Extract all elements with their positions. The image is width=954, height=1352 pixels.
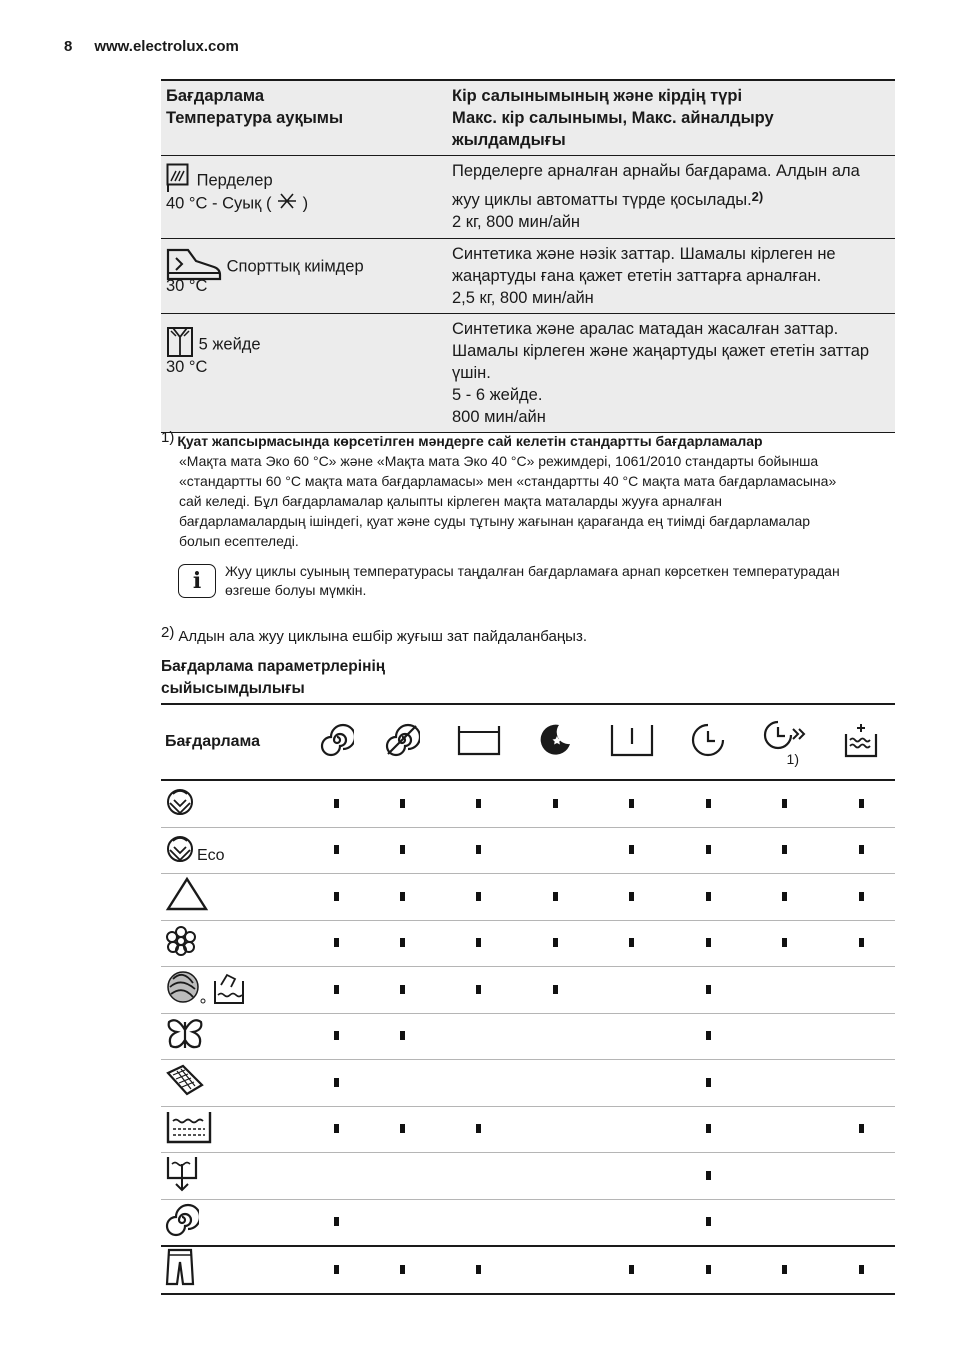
- option-available-mark: [400, 1265, 405, 1274]
- option-available-mark: [553, 985, 558, 994]
- program-table-header: [161, 80, 895, 156]
- option-available-mark: [706, 1078, 711, 1087]
- program-name: Перделер: [196, 171, 273, 190]
- program-load: 5 - 6 жейде.: [452, 386, 543, 404]
- option-available-mark: [706, 938, 711, 947]
- info-note: [178, 562, 898, 600]
- footnote-ref: 1): [786, 750, 799, 767]
- option-available-mark: [476, 1265, 481, 1274]
- option-available-mark: [334, 1031, 339, 1040]
- col-program-heading: Бағдарлама: [166, 87, 265, 105]
- option-available-mark: [782, 1265, 787, 1274]
- options-header-row: [161, 704, 895, 780]
- footnote-line: сай келеді. Бұл бағдарламалар қалыпты кірлеген мақта маталарды жууға арналған: [179, 493, 723, 509]
- time-save-icon: [675, 704, 742, 780]
- duvet-icon: [165, 1063, 205, 1102]
- options-row-denim: [161, 1246, 895, 1294]
- program-desc: Перделерге арналған арнайы бағдарама. Алдын ала: [452, 162, 860, 180]
- delicates-icon: [165, 925, 197, 962]
- option-available-mark: [334, 799, 339, 808]
- options-row-delicates: [161, 920, 895, 967]
- program-row-shirts: [161, 314, 895, 433]
- option-available-mark: [629, 938, 634, 947]
- program-temp: 40 °C - Суық (: [166, 194, 277, 213]
- info-note-line: өзгеше болуы мүмкін.: [225, 582, 367, 598]
- option-available-mark: [334, 985, 339, 994]
- footnote-line: «Мақта мата Эко 60 °C» және «Мақта мата Эко 40 °C» режимдері, 1061/2010 стандарты бойынша: [179, 453, 819, 469]
- option-available-mark: [476, 892, 481, 901]
- synthetics-icon: [165, 876, 209, 917]
- options-row-synthetics: [161, 874, 895, 921]
- no-spin-icon: [368, 704, 435, 780]
- option-available-mark: [629, 845, 634, 854]
- option-available-mark: [334, 1217, 339, 1226]
- option-available-mark: [334, 938, 339, 947]
- program-desc: жаңартуды ғана қажет ететін заттарға арналған.: [452, 267, 822, 285]
- footnote-line: «стандартты 60 °C мақта мата бағдарламасы» мен «стандартты 40 °C мақта мата бағдарламасына»: [179, 473, 837, 489]
- program-desc: Шамалы кірлеген және жаңартуды қажет ететін заттар: [452, 342, 870, 360]
- option-available-mark: [334, 1078, 339, 1087]
- options-row-cotton-eco: [161, 827, 895, 874]
- denim-icon: [165, 1248, 195, 1291]
- option-available-mark: [629, 1265, 634, 1274]
- options-row-cotton: [161, 780, 895, 827]
- options-row-spin: [161, 1199, 895, 1246]
- option-available-mark: [859, 845, 864, 854]
- info-icon: i: [178, 564, 216, 598]
- option-available-mark: [476, 845, 481, 854]
- option-available-mark: [553, 938, 558, 947]
- option-available-mark: [859, 1124, 864, 1133]
- option-available-mark: [400, 938, 405, 947]
- option-available-mark: [706, 799, 711, 808]
- option-available-mark: [706, 1217, 711, 1226]
- program-load: 2 кг, 800 мин/айн: [452, 213, 581, 231]
- footnote-mark: 2): [161, 624, 175, 641]
- program-column-heading: Бағдарлама: [165, 733, 261, 750]
- drain-icon: [165, 1154, 199, 1197]
- site-url[interactable]: www.electrolux.com: [94, 38, 239, 55]
- options-row-duvet: [161, 1060, 895, 1107]
- program-desc: Синтетика және нәзік заттар. Шамалы кірлеген не: [452, 245, 836, 263]
- options-row-silk: [161, 1013, 895, 1060]
- option-available-mark: [400, 892, 405, 901]
- delay-start-icon: [742, 704, 828, 780]
- program-desc: жуу циклы автоматты түрде қосылады.: [452, 191, 752, 209]
- program-temp: 30 °C: [166, 358, 208, 376]
- night-cycle-icon: [522, 704, 589, 780]
- eco-label: Eco: [197, 847, 225, 865]
- options-row-drain: [161, 1153, 895, 1200]
- program-name: Спорттық киімдер: [226, 257, 364, 276]
- option-available-mark: [400, 799, 405, 808]
- option-available-mark: [400, 985, 405, 994]
- option-available-mark: [553, 892, 558, 901]
- rinse-icon: [165, 1109, 213, 1150]
- option-available-mark: [334, 892, 339, 901]
- program-temp-suffix: ): [298, 194, 309, 213]
- footnote-text: Алдын ала жуу циклына ешбір жуғыш зат пайдаланбаңыз.: [178, 628, 587, 645]
- option-available-mark: [859, 799, 864, 808]
- footnote-ref: 2): [751, 189, 764, 204]
- rinse-hold-icon: [436, 704, 522, 780]
- options-compatibility-table: [161, 703, 895, 1295]
- cold-icon: [276, 191, 298, 217]
- section-title: [161, 656, 421, 700]
- option-available-mark: [476, 938, 481, 947]
- option-available-mark: [476, 799, 481, 808]
- option-available-mark: [859, 892, 864, 901]
- option-available-mark: [629, 799, 634, 808]
- option-available-mark: [782, 938, 787, 947]
- spin-icon: [305, 704, 368, 780]
- option-available-mark: [706, 1171, 711, 1180]
- footnote-2: [161, 624, 587, 645]
- program-table: [161, 79, 895, 433]
- footnote-line: бағдарламалардың ішіндегі, қуат және суды тұтыну жағынан қарағанда ең тиімді бағдарламалар: [179, 513, 811, 529]
- option-available-mark: [859, 938, 864, 947]
- stain-icon: [589, 704, 675, 780]
- footnote-mark: 1): [161, 429, 175, 446]
- option-available-mark: [706, 1031, 711, 1040]
- page-number: 8: [64, 38, 73, 55]
- option-available-mark: [706, 985, 711, 994]
- footnote-title: Қуат жапсырмасында көрсетілген мәндерге сай келетін стандартты бағдарламалар: [177, 433, 763, 449]
- program-load: 2,5 кг, 800 мин/айн: [452, 289, 594, 307]
- program-desc: Синтетика және аралас матадан жасалған заттар.: [452, 320, 839, 338]
- option-available-mark: [629, 892, 634, 901]
- option-available-mark: [706, 1265, 711, 1274]
- silk-icon: [165, 1016, 205, 1057]
- options-row-wool: [161, 967, 895, 1014]
- program-desc: үшін.: [452, 364, 491, 382]
- extra-rinse-icon: [828, 704, 895, 780]
- option-available-mark: [782, 799, 787, 808]
- program-row-curtains: [161, 156, 895, 239]
- option-available-mark: [476, 985, 481, 994]
- option-available-mark: [400, 845, 405, 854]
- option-available-mark: [400, 1124, 405, 1133]
- program-row-sportswear: [161, 239, 895, 314]
- option-available-mark: [553, 799, 558, 808]
- option-available-mark: [706, 845, 711, 854]
- cotton-icon: [165, 786, 195, 821]
- col-max-heading: Макс. кір салынымы, Макс. айналдыру жылдамдығы: [452, 109, 774, 149]
- program-spin: 800 мин/айн: [452, 408, 546, 426]
- program-name: 5 жейде: [198, 335, 261, 354]
- spin-program-icon: [165, 1203, 199, 1242]
- program-temp: 30 °C: [166, 277, 208, 295]
- option-available-mark: [334, 1124, 339, 1133]
- footnote-line: болып есептеледі.: [179, 533, 299, 549]
- col-temp-heading: Температура ауқымы: [166, 109, 344, 127]
- section-title-line: Бағдарлама параметрлерінің: [161, 658, 386, 675]
- page-header: [64, 38, 239, 55]
- option-available-mark: [782, 892, 787, 901]
- option-available-mark: [334, 845, 339, 854]
- cotton-eco-icon: [165, 833, 195, 868]
- option-available-mark: [476, 1124, 481, 1133]
- option-available-mark: [782, 845, 787, 854]
- option-available-mark: [706, 892, 711, 901]
- options-row-rinse: [161, 1106, 895, 1153]
- option-available-mark: [334, 1265, 339, 1274]
- wool-handwash-icon: [165, 969, 245, 1010]
- footnote-1: [161, 428, 901, 551]
- option-available-mark: [706, 1124, 711, 1133]
- option-available-mark: [859, 1265, 864, 1274]
- col-load-heading: Кір салынымының және кірдің түрі: [452, 87, 743, 105]
- info-note-line: Жуу циклы суының температурасы таңдалған бағдарламаға арнап көрсеткен температурадан: [225, 563, 840, 579]
- section-title-line: сыйысымдылығы: [161, 680, 305, 697]
- option-available-mark: [400, 1031, 405, 1040]
